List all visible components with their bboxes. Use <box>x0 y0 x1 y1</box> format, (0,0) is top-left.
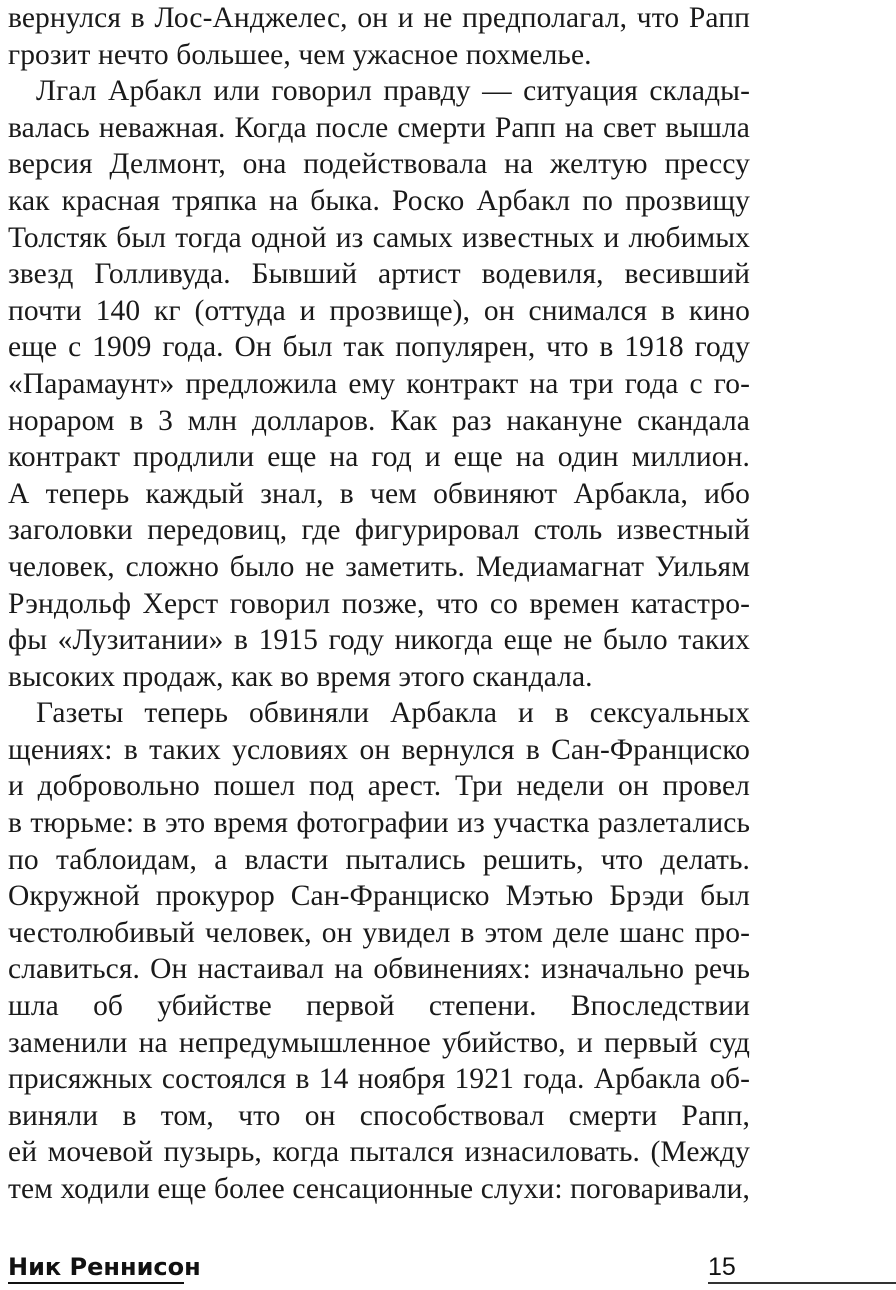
text-line: контракт продлили еще на год и еще на один миллион. <box>8 441 750 474</box>
text-line: Лгал Арбакл или говорил правду — ситуация склады- <box>36 75 750 108</box>
text-line: честолюбивый человек, он увидел в этом деле шанс про- <box>8 916 750 949</box>
text-line: тем ходили еще более сенсационные слухи: поговаривали, <box>8 1173 750 1205</box>
text-line: Толстяк был тогда одной из самых известных и любимых <box>8 221 750 254</box>
text-line: заголовки передовиц, где фигурировал столь известный <box>8 514 750 547</box>
text-line: А теперь каждый знал, в чем обвиняют Арбакла, ибо <box>8 477 750 510</box>
text-line: по таблоидам, а власти пытались решить, что делать. <box>8 843 750 876</box>
text-line: Окружной прокурор Сан-Франциско Мэтью Брэди был <box>8 880 750 913</box>
text-line: человек, сложно было не заметить. Медиамагнат Уильям <box>8 550 750 583</box>
text-line: еще с 1909 года. Он был так популярен, что в 1918 году <box>8 331 750 364</box>
footer-author-underline <box>8 1282 184 1284</box>
footer-author: Ник Реннисон <box>8 1253 201 1281</box>
text-line: вернулся в Лос-Анджелес, он и не предполагал, что Рапп <box>8 2 750 34</box>
text-line: Рэндольф Херст говорил позже, что со времен катастро- <box>8 587 750 620</box>
text-line: ей мочевой пузырь, когда пытался изнасиловать. (Между <box>8 1136 750 1169</box>
text-line: присяжных состоялся в 14 ноября 1921 года. Арбакла об- <box>8 1063 750 1096</box>
text-line: нораром в 3 млн долларов. Как раз накануне скандала <box>8 404 750 437</box>
text-line: грозит нечто большее, чем ужасное похмелье. <box>8 38 592 71</box>
footer-rule <box>708 1282 896 1284</box>
text-line: как красная тряпка на быка. Роско Арбакл по прозвищу <box>8 184 750 217</box>
text-line: славиться. Он настаивал на обвинениях: изначально речь <box>8 953 750 986</box>
text-line: фы «Лузитании» в 1915 году никогда еще не было таких <box>8 624 750 657</box>
text-line: заменили на непредумышленное убийство, и первый суд <box>8 1026 750 1059</box>
text-line: звезд Голливуда. Бывший артист водевиля, весивший <box>8 258 750 291</box>
text-line: высоких продаж, как во время этого скандала. <box>8 660 593 693</box>
page-number: 15 <box>708 1253 736 1281</box>
text-line: шла об убийстве первой степени. Впоследствии <box>8 990 750 1023</box>
text-line: щениях: в таких условиях он вернулся в Сан-Франциско <box>8 733 750 766</box>
text-line: почти 140 кг (оттуда и прозвище), он снимался в кино <box>8 294 750 327</box>
text-line: валась неважная. Когда после смерти Рапп на свет вышла <box>8 111 750 144</box>
text-line: виняли в том, что он способствовал смерти Рапп, <box>8 1099 750 1132</box>
text-line: Газеты теперь обвиняли Арбакла и в сексуальных <box>36 697 750 730</box>
body-text <box>8 0 750 1208</box>
text-line: версия Делмонт, она подействовала на желтую прессу <box>8 148 750 181</box>
text-line: и добровольно пошел под арест. Три недели он провел <box>8 770 750 803</box>
text-line: «Парамаунт» предложила ему контракт на три года с го- <box>8 367 750 400</box>
text-line: в тюрьме: в это время фотографии из участка разлетались <box>8 807 750 840</box>
